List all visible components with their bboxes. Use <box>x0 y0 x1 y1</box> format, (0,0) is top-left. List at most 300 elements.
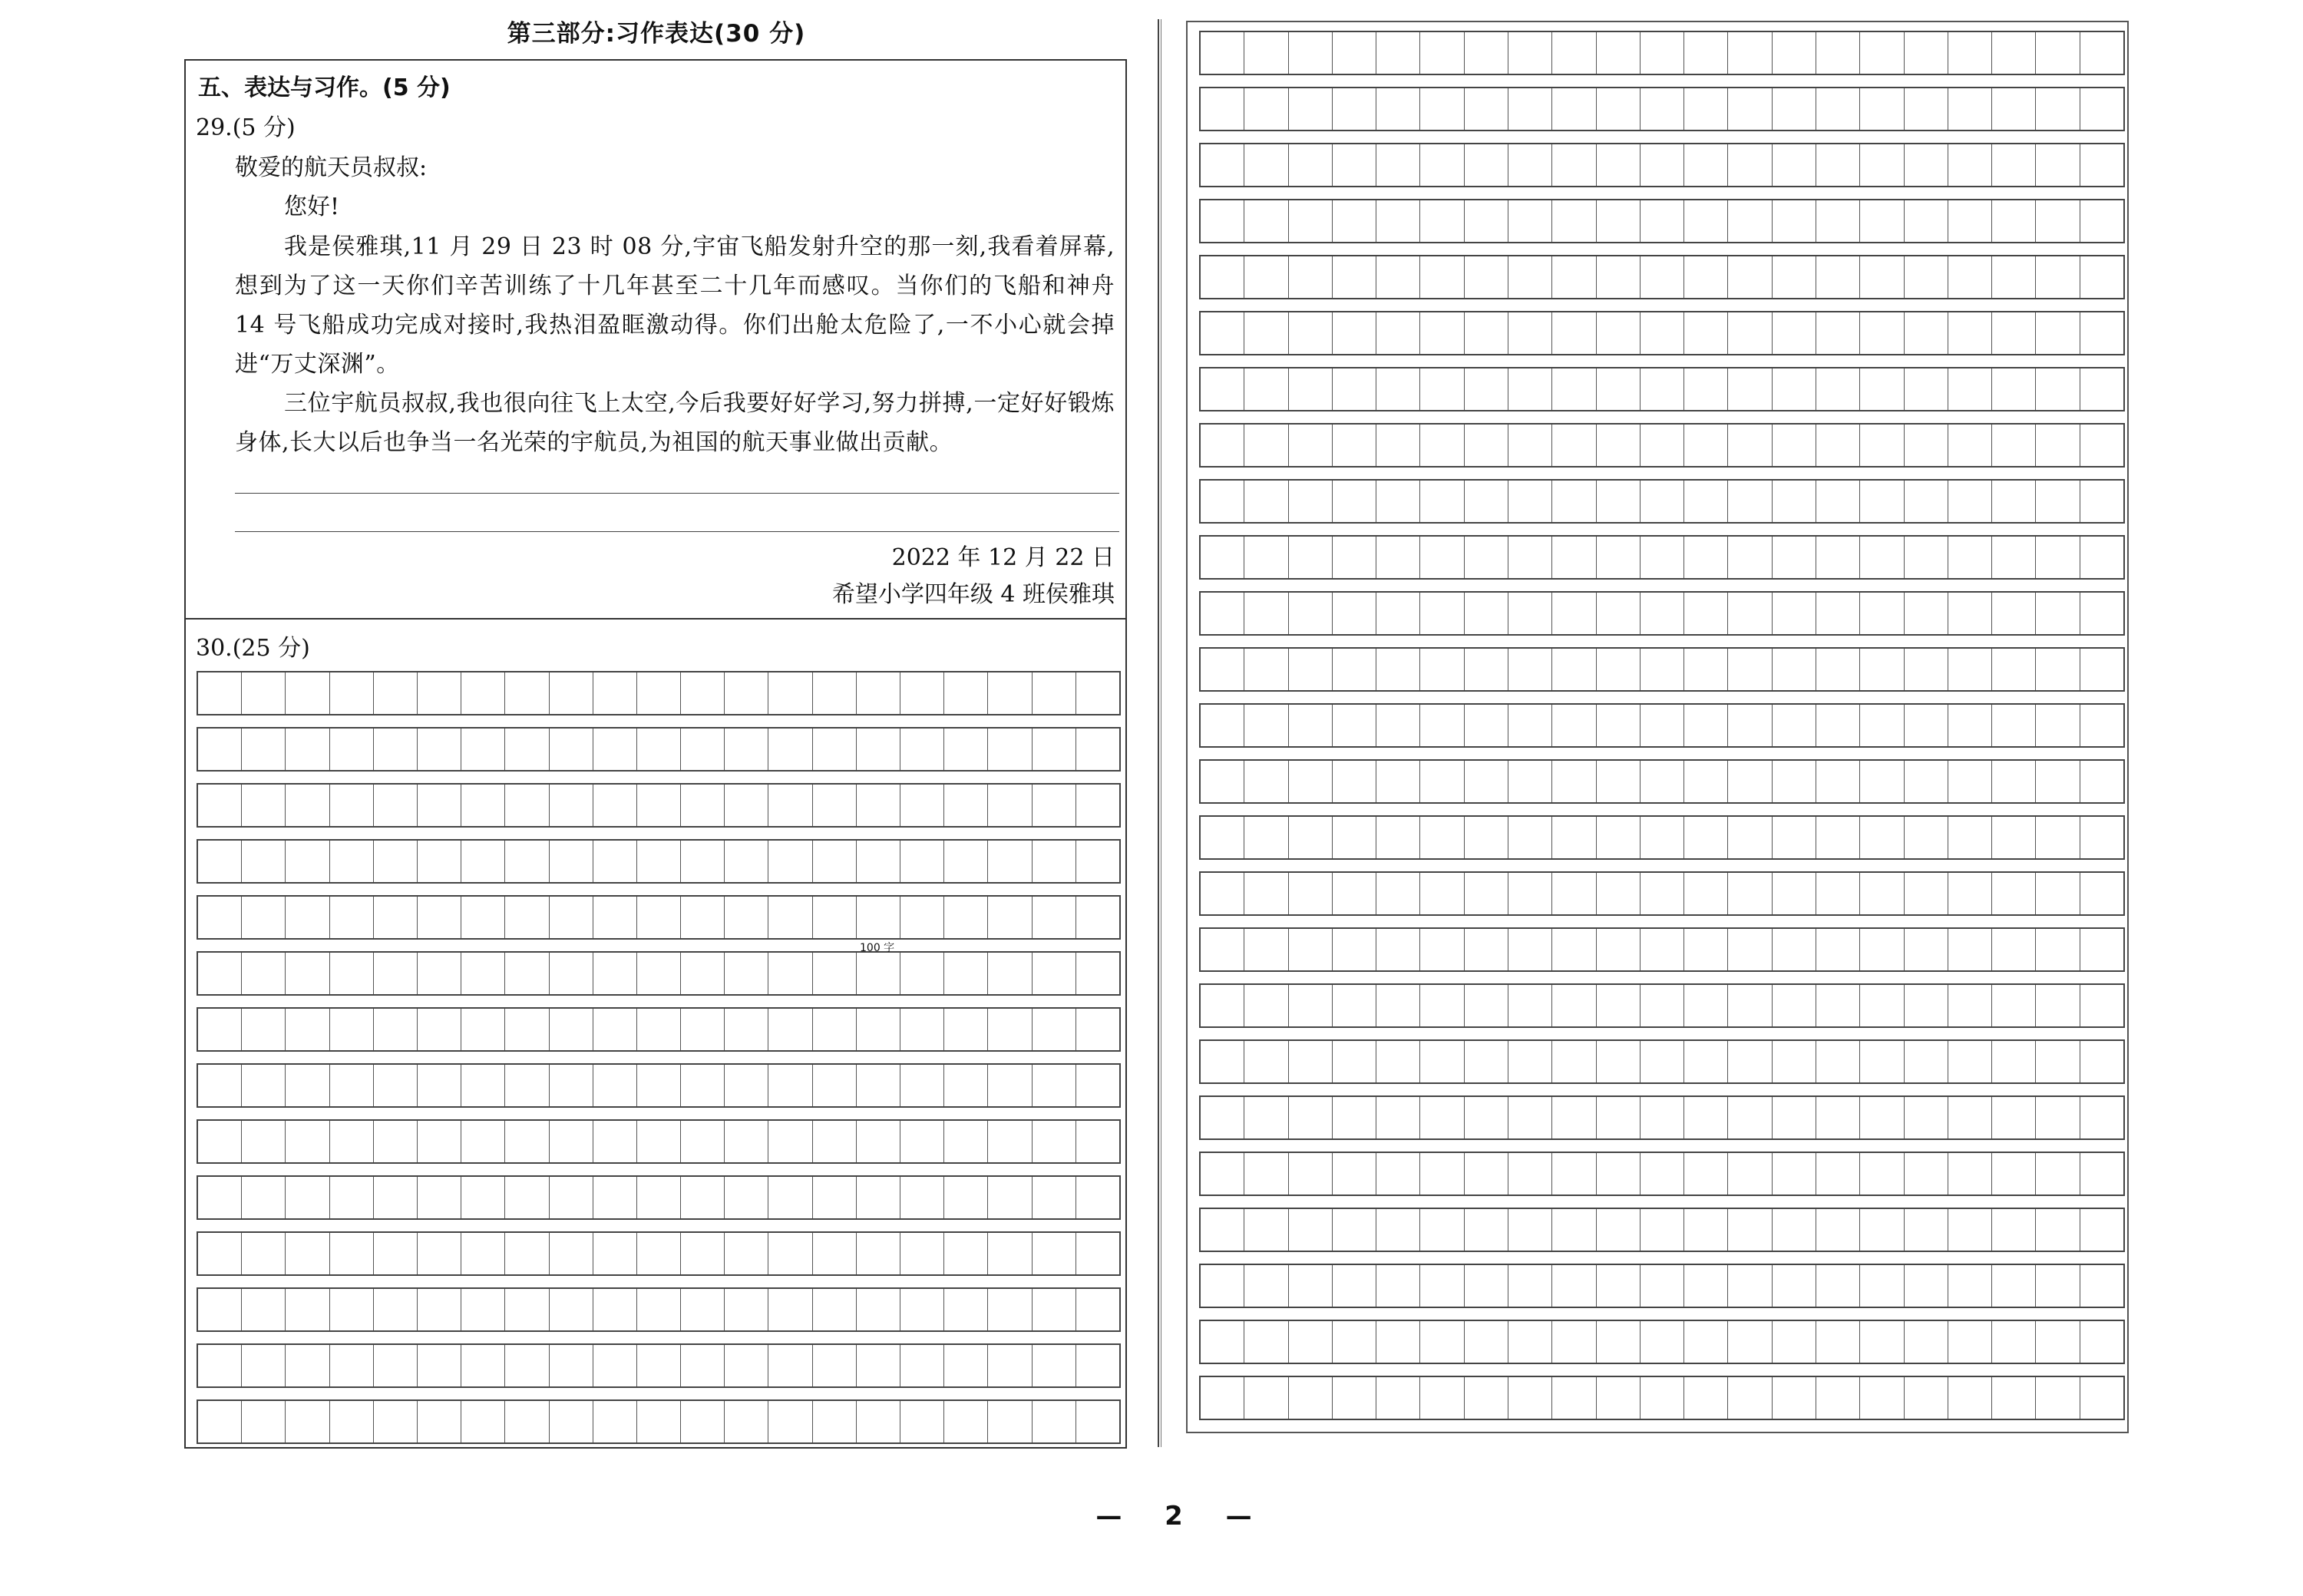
writing-grid-cell[interactable] <box>1420 1377 1464 1419</box>
writing-grid-cell[interactable] <box>418 1233 461 1274</box>
writing-grid-cell[interactable] <box>1376 761 1420 802</box>
writing-grid-cell[interactable] <box>1333 537 1376 578</box>
writing-grid-cell[interactable] <box>1244 1097 1288 1138</box>
writing-grid-cell[interactable] <box>1333 1209 1376 1251</box>
writing-grid-cell[interactable] <box>1289 1321 1333 1363</box>
writing-grid-cell[interactable] <box>1420 88 1464 130</box>
writing-grid-cell[interactable] <box>1289 1097 1333 1138</box>
writing-grid-cell[interactable] <box>1552 873 1596 914</box>
writing-grid-cell[interactable] <box>1728 593 1772 634</box>
writing-grid-cell[interactable] <box>1860 873 1904 914</box>
writing-grid-cell[interactable] <box>1860 817 1904 858</box>
writing-grid-cell[interactable] <box>1376 368 1420 410</box>
writing-grid-cell[interactable] <box>1860 425 1904 466</box>
writing-grid-cell[interactable] <box>1728 200 1772 242</box>
writing-grid-cell[interactable] <box>1641 1265 1684 1307</box>
writing-grid-cell[interactable] <box>1201 256 1244 298</box>
writing-grid-cell[interactable] <box>1420 200 1464 242</box>
writing-grid-cell[interactable] <box>1773 705 1816 746</box>
writing-grid-cell[interactable] <box>1992 88 2036 130</box>
writing-grid-cell[interactable] <box>1376 425 1420 466</box>
writing-grid-cell[interactable] <box>2080 929 2123 970</box>
writing-grid-cell[interactable] <box>1552 761 1596 802</box>
writing-grid-cell[interactable] <box>1816 1041 1860 1082</box>
writing-grid-cell[interactable] <box>1289 88 1333 130</box>
writing-grid-cell[interactable] <box>286 897 329 938</box>
writing-grid-cell[interactable] <box>1728 32 1772 74</box>
writing-grid-cell[interactable] <box>198 1065 242 1106</box>
writing-grid-cell[interactable] <box>1992 425 2036 466</box>
writing-grid-cell[interactable] <box>1333 1321 1376 1363</box>
writing-grid-cell[interactable] <box>1376 873 1420 914</box>
writing-grid-cell[interactable] <box>1376 88 1420 130</box>
writing-grid-cell[interactable] <box>198 785 242 826</box>
writing-grid-cell[interactable] <box>286 729 329 770</box>
writing-grid-cell[interactable] <box>1076 1401 1119 1442</box>
writing-grid-cell[interactable] <box>1076 1065 1119 1106</box>
writing-grid-cell[interactable] <box>242 897 286 938</box>
writing-grid-cell[interactable] <box>1333 425 1376 466</box>
writing-grid-cell[interactable] <box>637 1121 681 1162</box>
writing-grid-cell[interactable] <box>857 1065 900 1106</box>
writing-grid-cell[interactable] <box>1684 88 1728 130</box>
writing-grid-cell[interactable] <box>1728 873 1772 914</box>
writing-grid-cell[interactable] <box>900 953 944 994</box>
writing-grid-cell[interactable] <box>1201 1153 1244 1195</box>
writing-grid-cell[interactable] <box>1860 1097 1904 1138</box>
writing-grid-cell[interactable] <box>1333 929 1376 970</box>
writing-grid-cell[interactable] <box>988 897 1032 938</box>
writing-grid-cell[interactable] <box>1289 1041 1333 1082</box>
writing-grid-cell[interactable] <box>1860 256 1904 298</box>
writing-grid-cell[interactable] <box>330 1009 374 1050</box>
writing-grid-cell[interactable] <box>1201 761 1244 802</box>
writing-grid-cell[interactable] <box>1948 425 1992 466</box>
writing-grid-cell[interactable] <box>1597 1377 1641 1419</box>
writing-grid-cell[interactable] <box>198 729 242 770</box>
writing-grid-cell[interactable] <box>461 953 505 994</box>
writing-grid-cell[interactable] <box>1508 425 1552 466</box>
writing-grid-cell[interactable] <box>1201 1265 1244 1307</box>
writing-grid-cell[interactable] <box>1465 817 1508 858</box>
writing-grid-cell[interactable] <box>725 1289 768 1330</box>
writing-grid-cell[interactable] <box>944 1065 988 1106</box>
writing-grid-cell[interactable] <box>1201 368 1244 410</box>
writing-grid-cell[interactable] <box>681 1009 725 1050</box>
writing-grid-cell[interactable] <box>1860 200 1904 242</box>
writing-grid-cell[interactable] <box>1420 1097 1464 1138</box>
writing-grid-cell[interactable] <box>1076 1177 1119 1218</box>
writing-grid-cell[interactable] <box>461 1009 505 1050</box>
writing-grid-cell[interactable] <box>681 1289 725 1330</box>
writing-grid-cell[interactable] <box>944 1121 988 1162</box>
writing-grid-cell[interactable] <box>637 841 681 882</box>
writing-grid-cell[interactable] <box>330 1121 374 1162</box>
writing-grid-cell[interactable] <box>1992 1265 2036 1307</box>
writing-grid-cell[interactable] <box>1948 312 1992 354</box>
writing-grid-cell[interactable] <box>1033 953 1076 994</box>
writing-grid-cell[interactable] <box>2036 144 2080 186</box>
writing-grid-cell[interactable] <box>1905 705 1948 746</box>
writing-grid-cell[interactable] <box>1773 368 1816 410</box>
writing-grid-cell[interactable] <box>1684 1097 1728 1138</box>
writing-grid-cell[interactable] <box>1465 425 1508 466</box>
writing-grid-cell[interactable] <box>593 1065 637 1106</box>
writing-grid-cell[interactable] <box>1465 1097 1508 1138</box>
writing-grid-cell[interactable] <box>1420 32 1464 74</box>
writing-grid-cell[interactable] <box>242 1289 286 1330</box>
writing-grid-cell[interactable] <box>593 1009 637 1050</box>
writing-grid-cell[interactable] <box>768 953 812 994</box>
writing-grid-cell[interactable] <box>242 953 286 994</box>
writing-grid-cell[interactable] <box>1552 593 1596 634</box>
writing-grid-cell[interactable] <box>1641 425 1684 466</box>
writing-grid-cell[interactable] <box>1948 1153 1992 1195</box>
writing-grid-cell[interactable] <box>1816 537 1860 578</box>
writing-grid-cell[interactable] <box>900 1177 944 1218</box>
writing-grid-cell[interactable] <box>1992 200 2036 242</box>
writing-grid-cell[interactable] <box>1465 1041 1508 1082</box>
writing-grid-cell[interactable] <box>813 1065 857 1106</box>
writing-grid-cell[interactable] <box>1773 1209 1816 1251</box>
writing-grid-cell[interactable] <box>1465 649 1508 690</box>
writing-grid-cell[interactable] <box>2080 705 2123 746</box>
writing-grid-cell[interactable] <box>637 1401 681 1442</box>
writing-grid-cell[interactable] <box>198 1345 242 1386</box>
writing-grid-cell[interactable] <box>1992 929 2036 970</box>
writing-grid-cell[interactable] <box>1244 1321 1288 1363</box>
writing-grid-cell[interactable] <box>1948 985 1992 1026</box>
writing-grid-cell[interactable] <box>1905 1153 1948 1195</box>
writing-grid-cell[interactable] <box>1289 1209 1333 1251</box>
writing-grid-cell[interactable] <box>1076 953 1119 994</box>
writing-grid-cell[interactable] <box>681 841 725 882</box>
writing-grid-cell[interactable] <box>900 1289 944 1330</box>
writing-grid-cell[interactable] <box>1289 593 1333 634</box>
writing-grid-cell[interactable] <box>550 1233 593 1274</box>
writing-grid-cell[interactable] <box>1333 1377 1376 1419</box>
writing-grid-cell[interactable] <box>1597 312 1641 354</box>
writing-grid-cell[interactable] <box>461 785 505 826</box>
writing-grid-cell[interactable] <box>550 1121 593 1162</box>
writing-grid-cell[interactable] <box>1033 1177 1076 1218</box>
writing-grid-cell[interactable] <box>1641 481 1684 522</box>
writing-grid-cell[interactable] <box>2080 1321 2123 1363</box>
writing-grid-cell[interactable] <box>637 1065 681 1106</box>
writing-grid-cell[interactable] <box>2036 256 2080 298</box>
writing-grid-cell[interactable] <box>593 1289 637 1330</box>
writing-grid-cell[interactable] <box>681 672 725 714</box>
writing-grid-cell[interactable] <box>330 672 374 714</box>
writing-grid-cell[interactable] <box>505 1289 549 1330</box>
writing-grid-cell[interactable] <box>1333 649 1376 690</box>
writing-grid-cell[interactable] <box>1552 368 1596 410</box>
writing-grid-cell[interactable] <box>1816 312 1860 354</box>
writing-grid-cell[interactable] <box>2036 425 2080 466</box>
writing-grid-cell[interactable] <box>1773 873 1816 914</box>
writing-grid-cell[interactable] <box>1244 144 1288 186</box>
writing-grid-cell[interactable] <box>1816 425 1860 466</box>
writing-grid-cell[interactable] <box>418 1289 461 1330</box>
writing-grid-cell[interactable] <box>1684 144 1728 186</box>
writing-grid-cell[interactable] <box>1948 256 1992 298</box>
writing-grid-cell[interactable] <box>1552 1041 1596 1082</box>
writing-grid-cell[interactable] <box>857 1233 900 1274</box>
writing-grid-cell[interactable] <box>1597 1097 1641 1138</box>
writing-grid-cell[interactable] <box>1508 817 1552 858</box>
writing-grid-cell[interactable] <box>944 1177 988 1218</box>
writing-grid-cell[interactable] <box>374 841 418 882</box>
writing-grid-cell[interactable] <box>900 841 944 882</box>
writing-grid-cell[interactable] <box>1773 144 1816 186</box>
writing-grid-cell[interactable] <box>637 729 681 770</box>
writing-grid-cell[interactable] <box>900 672 944 714</box>
writing-grid-cell[interactable] <box>1552 144 1596 186</box>
writing-grid-cell[interactable] <box>505 1401 549 1442</box>
writing-grid-cell[interactable] <box>1992 537 2036 578</box>
writing-grid-cell[interactable] <box>330 1233 374 1274</box>
writing-grid-cell[interactable] <box>1948 929 1992 970</box>
writing-grid-cell[interactable] <box>1333 1265 1376 1307</box>
writing-grid-cell[interactable] <box>1948 873 1992 914</box>
writing-grid-cell[interactable] <box>768 785 812 826</box>
writing-grid-cell[interactable] <box>1773 537 1816 578</box>
writing-grid-cell[interactable] <box>242 1065 286 1106</box>
writing-grid-cell[interactable] <box>2080 761 2123 802</box>
writing-grid-cell[interactable] <box>1773 481 1816 522</box>
writing-grid-cell[interactable] <box>593 953 637 994</box>
writing-grid-cell[interactable] <box>1684 593 1728 634</box>
writing-grid-cell[interactable] <box>768 672 812 714</box>
writing-grid-cell[interactable] <box>1376 985 1420 1026</box>
writing-grid-cell[interactable] <box>857 1009 900 1050</box>
writing-grid-cell[interactable] <box>242 1345 286 1386</box>
writing-grid-cell[interactable] <box>1033 897 1076 938</box>
writing-grid-cell[interactable] <box>1684 425 1728 466</box>
writing-grid-cell[interactable] <box>1816 649 1860 690</box>
writing-grid-cell[interactable] <box>2080 32 2123 74</box>
writing-grid-cell[interactable] <box>1552 256 1596 298</box>
writing-grid-cell[interactable] <box>768 1177 812 1218</box>
writing-grid-cell[interactable] <box>1244 873 1288 914</box>
writing-grid-cell[interactable] <box>550 1289 593 1330</box>
writing-grid-cell[interactable] <box>1420 649 1464 690</box>
writing-grid-cell[interactable] <box>1641 1377 1684 1419</box>
writing-grid-cell[interactable] <box>813 897 857 938</box>
writing-grid-cell[interactable] <box>1333 481 1376 522</box>
writing-grid-cell[interactable] <box>1552 1209 1596 1251</box>
writing-grid-cell[interactable] <box>681 953 725 994</box>
writing-grid-cell[interactable] <box>330 1065 374 1106</box>
writing-grid-cell[interactable] <box>1773 1041 1816 1082</box>
writing-grid-cell[interactable] <box>813 1401 857 1442</box>
writing-grid-cell[interactable] <box>1333 705 1376 746</box>
writing-grid-cell[interactable] <box>1860 1153 1904 1195</box>
writing-grid-cell[interactable] <box>1948 761 1992 802</box>
writing-grid-cell[interactable] <box>1508 1097 1552 1138</box>
writing-grid-cell[interactable] <box>1641 1041 1684 1082</box>
writing-grid-cell[interactable] <box>1905 1265 1948 1307</box>
writing-grid-cell[interactable] <box>2036 1321 2080 1363</box>
writing-grid-cell[interactable] <box>1508 256 1552 298</box>
writing-grid-cell[interactable] <box>1641 88 1684 130</box>
writing-grid-cell[interactable] <box>988 729 1032 770</box>
writing-grid-cell[interactable] <box>1860 312 1904 354</box>
writing-grid-cell[interactable] <box>1816 368 1860 410</box>
writing-grid-cell[interactable] <box>1465 593 1508 634</box>
writing-grid-cell[interactable] <box>286 953 329 994</box>
writing-grid-cell[interactable] <box>1597 929 1641 970</box>
writing-grid-cell[interactable] <box>1201 593 1244 634</box>
writing-grid-cell[interactable] <box>1728 705 1772 746</box>
writing-grid-cell[interactable] <box>198 1009 242 1050</box>
writing-grid-cell[interactable] <box>1508 761 1552 802</box>
writing-grid-cell[interactable] <box>768 1233 812 1274</box>
writing-grid-cell[interactable] <box>1641 761 1684 802</box>
writing-grid-cell[interactable] <box>1948 1265 1992 1307</box>
writing-grid-cell[interactable] <box>1201 32 1244 74</box>
writing-grid-cell[interactable] <box>1420 368 1464 410</box>
writing-grid-cell[interactable] <box>1992 256 2036 298</box>
writing-grid-cell[interactable] <box>1684 929 1728 970</box>
writing-grid-cell[interactable] <box>813 729 857 770</box>
writing-grid-cell[interactable] <box>900 1065 944 1106</box>
writing-grid-cell[interactable] <box>1552 200 1596 242</box>
writing-grid-cell[interactable] <box>1948 817 1992 858</box>
writing-grid-cell[interactable] <box>944 1233 988 1274</box>
writing-grid-cell[interactable] <box>1773 1097 1816 1138</box>
writing-grid-cell[interactable] <box>330 1345 374 1386</box>
writing-grid-cell[interactable] <box>550 1345 593 1386</box>
writing-grid-cell[interactable] <box>593 841 637 882</box>
writing-grid-cell[interactable] <box>461 672 505 714</box>
writing-grid-cell[interactable] <box>1465 1153 1508 1195</box>
writing-grid-cell[interactable] <box>1244 537 1288 578</box>
writing-grid-cell[interactable] <box>1508 88 1552 130</box>
writing-grid-cell[interactable] <box>2036 761 2080 802</box>
writing-grid-cell[interactable] <box>1244 761 1288 802</box>
writing-grid-cell[interactable] <box>1905 200 1948 242</box>
writing-grid-cell[interactable] <box>418 785 461 826</box>
writing-grid-cell[interactable] <box>1905 817 1948 858</box>
writing-grid-cell[interactable] <box>988 953 1032 994</box>
writing-grid-cell[interactable] <box>1201 1209 1244 1251</box>
writing-grid-cell[interactable] <box>1816 1377 1860 1419</box>
writing-grid-cell[interactable] <box>461 841 505 882</box>
writing-grid-cell[interactable] <box>1376 481 1420 522</box>
writing-grid-cell[interactable] <box>1420 817 1464 858</box>
writing-grid-cell[interactable] <box>1508 929 1552 970</box>
writing-grid-cell[interactable] <box>242 1177 286 1218</box>
writing-grid-cell[interactable] <box>681 1345 725 1386</box>
writing-grid-cell[interactable] <box>2080 88 2123 130</box>
writing-grid-cell[interactable] <box>2080 1041 2123 1082</box>
writing-grid-cell[interactable] <box>505 1177 549 1218</box>
writing-grid-cell[interactable] <box>2036 929 2080 970</box>
writing-grid-cell[interactable] <box>374 729 418 770</box>
writing-grid-cell[interactable] <box>593 672 637 714</box>
writing-grid-cell[interactable] <box>2080 985 2123 1026</box>
writing-grid-cell[interactable] <box>637 785 681 826</box>
writing-grid-cell[interactable] <box>1860 368 1904 410</box>
writing-grid-cell[interactable] <box>1289 817 1333 858</box>
writing-grid-cell[interactable] <box>242 672 286 714</box>
writing-grid-cell[interactable] <box>1420 985 1464 1026</box>
writing-grid-cell[interactable] <box>1289 761 1333 802</box>
writing-grid-cell[interactable] <box>1465 32 1508 74</box>
writing-grid-cell[interactable] <box>374 1009 418 1050</box>
writing-grid-cell[interactable] <box>286 1345 329 1386</box>
writing-grid-cell[interactable] <box>1552 1097 1596 1138</box>
writing-grid-cell[interactable] <box>1333 32 1376 74</box>
writing-grid-cell[interactable] <box>1289 873 1333 914</box>
writing-grid-cell[interactable] <box>1508 649 1552 690</box>
writing-grid-cell[interactable] <box>1420 144 1464 186</box>
writing-grid-cell[interactable] <box>1376 144 1420 186</box>
writing-grid-cell[interactable] <box>2080 368 2123 410</box>
writing-grid-cell[interactable] <box>1597 256 1641 298</box>
writing-grid-cell[interactable] <box>2036 368 2080 410</box>
writing-grid-cell[interactable] <box>505 672 549 714</box>
writing-grid-cell[interactable] <box>988 1401 1032 1442</box>
writing-grid-cell[interactable] <box>1860 593 1904 634</box>
writing-grid-cell[interactable] <box>1860 88 1904 130</box>
writing-grid-cell[interactable] <box>1860 705 1904 746</box>
writing-grid-cell[interactable] <box>1728 88 1772 130</box>
writing-grid-cell[interactable] <box>681 1065 725 1106</box>
writing-grid-cell[interactable] <box>1641 817 1684 858</box>
writing-grid-cell[interactable] <box>813 1289 857 1330</box>
writing-grid-cell[interactable] <box>505 785 549 826</box>
writing-grid-cell[interactable] <box>768 897 812 938</box>
writing-grid-cell[interactable] <box>1552 1321 1596 1363</box>
writing-grid-cell[interactable] <box>1948 368 1992 410</box>
writing-grid-cell[interactable] <box>1076 785 1119 826</box>
writing-grid-cell[interactable] <box>505 841 549 882</box>
writing-grid-cell[interactable] <box>1244 1377 1288 1419</box>
writing-grid-cell[interactable] <box>725 785 768 826</box>
writing-grid-cell[interactable] <box>1552 705 1596 746</box>
writing-grid-cell[interactable] <box>1597 1321 1641 1363</box>
writing-grid-cell[interactable] <box>2080 144 2123 186</box>
writing-grid-cell[interactable] <box>1244 985 1288 1026</box>
writing-grid-cell[interactable] <box>900 1401 944 1442</box>
writing-grid-cell[interactable] <box>1201 144 1244 186</box>
writing-grid-cell[interactable] <box>1508 368 1552 410</box>
writing-grid-cell[interactable] <box>1597 593 1641 634</box>
writing-grid-cell[interactable] <box>418 1401 461 1442</box>
writing-grid-cell[interactable] <box>944 672 988 714</box>
writing-grid-cell[interactable] <box>461 1121 505 1162</box>
writing-grid-cell[interactable] <box>505 729 549 770</box>
writing-grid-cell[interactable] <box>1641 1321 1684 1363</box>
writing-grid-cell[interactable] <box>1420 1041 1464 1082</box>
writing-grid-cell[interactable] <box>1244 1041 1288 1082</box>
writing-grid-cell[interactable] <box>1684 1153 1728 1195</box>
writing-grid-cell[interactable] <box>1465 200 1508 242</box>
writing-grid-cell[interactable] <box>1773 1377 1816 1419</box>
writing-grid-cell[interactable] <box>1684 481 1728 522</box>
writing-grid-cell[interactable] <box>2080 873 2123 914</box>
writing-grid-cell[interactable] <box>1684 873 1728 914</box>
writing-grid-cell[interactable] <box>1948 1321 1992 1363</box>
writing-grid-cell[interactable] <box>1948 1377 1992 1419</box>
writing-grid-cell[interactable] <box>1552 817 1596 858</box>
writing-grid-cell[interactable] <box>1420 256 1464 298</box>
writing-grid-cell[interactable] <box>1552 88 1596 130</box>
writing-grid-cell[interactable] <box>461 1233 505 1274</box>
writing-grid-cell[interactable] <box>1905 88 1948 130</box>
